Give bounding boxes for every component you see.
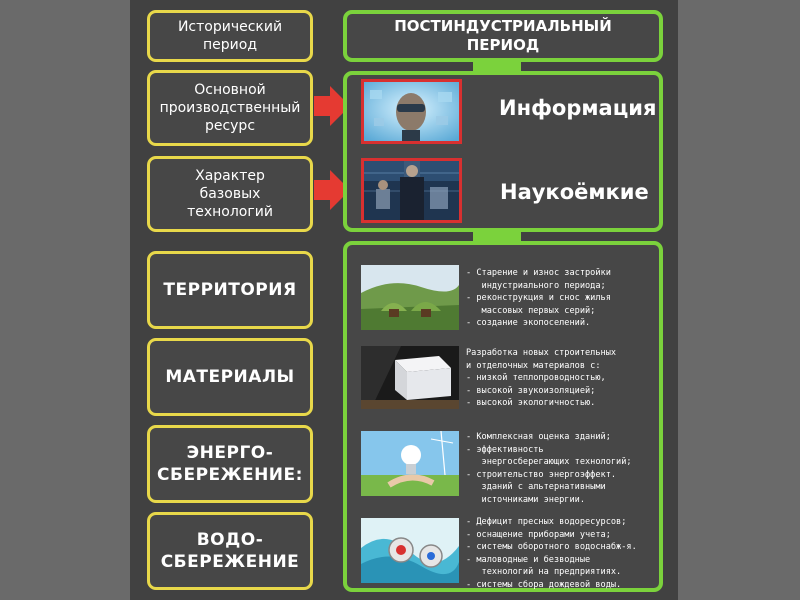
energy-image: [361, 431, 459, 496]
energy-text: - Комплексная оценка зданий; - эффективность энергосберегающих технологий; - строительство энергоэффект. зданий с альтернативными источниками энергии.: [466, 432, 632, 505]
high-tech-icon: [364, 161, 459, 220]
light-bulb-icon: [361, 431, 459, 496]
resource-label-box: [147, 70, 313, 146]
period-header: ПОСТИНДУСТРИАЛЬНЫЙ ПЕРИОД: [394, 17, 612, 54]
tech-label: Характер базовых технологий: [187, 168, 273, 220]
water-box: [147, 512, 313, 590]
water-image: [361, 518, 459, 583]
period-header-box: [343, 10, 663, 62]
energy-box: [147, 425, 313, 503]
period-label-box: [147, 10, 313, 62]
tech-label-box: [147, 156, 313, 232]
resource-label: Основной производственный ресурс: [159, 82, 301, 134]
materials-box: [147, 338, 313, 416]
tech-value: Наукоёмкие: [500, 180, 649, 204]
period-label: Исторический период: [177, 19, 283, 53]
water-text: - Дефицит пресных водоресурсов; - оснащение приборами учета; - системы оборотного водоснабж-я. - маловодные и безводные технологий на предприятиях. - системы сбора дождевой воды.: [466, 517, 637, 590]
materials-image: [361, 346, 459, 409]
water-label: ВОДО- СБЕРЕЖЕНИЕ: [160, 530, 300, 572]
information-image: [361, 79, 462, 144]
water-meter-icon: [361, 518, 459, 583]
territory-box: [147, 251, 313, 329]
resource-value: Информация: [499, 96, 657, 120]
eco-house-icon: [361, 265, 459, 330]
digital-face-icon: [364, 82, 459, 141]
energy-label: ЭНЕРГО- СБЕРЕЖЕНИЕ:: [157, 443, 303, 485]
territory-text: - Старение и износ застройки индустриального периода; - реконструкция и снос жилья массовых первых серий; - создание экопоселений.: [466, 268, 611, 329]
materials-label: МАТЕРИАЛЫ: [165, 367, 295, 387]
territory-image: [361, 265, 459, 330]
aerogel-block-icon: [361, 346, 459, 409]
materials-text: Разработка новых строительных и отделочных материалов с: - низкой теплопроводностью, - высокой звукоизоляцией; - высокой экологичностью.: [466, 348, 617, 409]
territory-label: ТЕРРИТОРИЯ: [163, 280, 297, 300]
technology-image: [361, 158, 462, 223]
